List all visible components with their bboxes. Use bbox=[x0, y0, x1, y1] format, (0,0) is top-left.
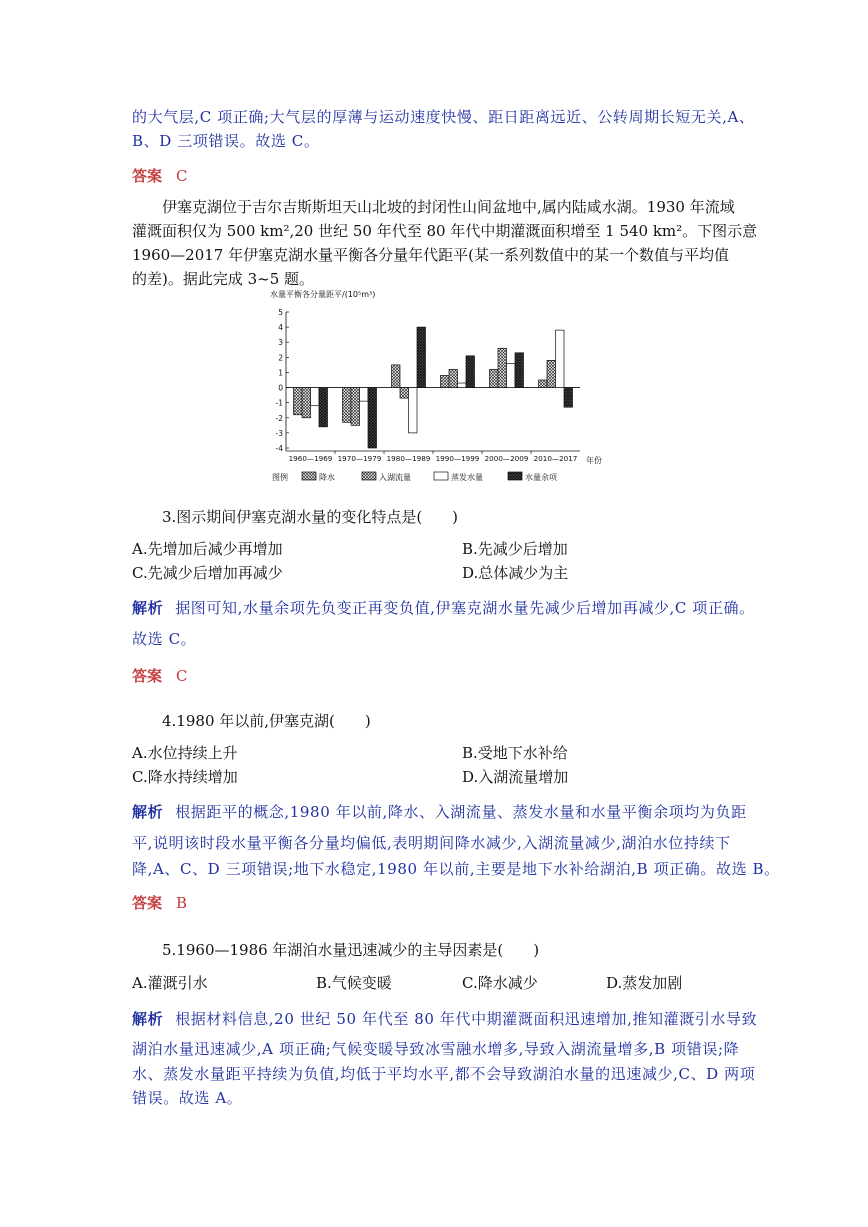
bar-4 bbox=[564, 388, 573, 408]
analysis-text: 错误。故选 A。 bbox=[132, 1089, 243, 1107]
option-b: B.气候变暖 bbox=[316, 974, 392, 992]
question-stem: 4.1980 年以前,伊塞克湖( ) bbox=[162, 712, 371, 730]
bar-4 bbox=[466, 356, 475, 388]
bar-2 bbox=[449, 369, 458, 387]
water-balance-chart bbox=[268, 285, 608, 490]
x-tick-label: 1980—1989 bbox=[386, 454, 431, 463]
y-tick-label: 2 bbox=[278, 353, 283, 363]
option-b: B.受地下水补给 bbox=[462, 744, 568, 762]
bar-2 bbox=[351, 388, 360, 426]
option-d: D.入湖流量增加 bbox=[462, 768, 569, 786]
passage-line: 灌溉面积仅为 500 km²,20 世纪 50 年代至 80 年代中期灌溉面积增至 1 540 km²。下图示意 bbox=[132, 222, 758, 240]
bar-4 bbox=[319, 388, 328, 427]
bar-3 bbox=[311, 388, 320, 406]
bar-2 bbox=[498, 348, 507, 387]
x-tick-label: 1960—1969 bbox=[288, 454, 333, 463]
bar-2 bbox=[302, 388, 311, 418]
legend-label: 降水 bbox=[319, 473, 335, 482]
answer-value: B bbox=[176, 894, 188, 912]
y-tick-label: -4 bbox=[275, 444, 283, 453]
chart-svg bbox=[268, 285, 608, 490]
analysis-text: 据图可知,水量余项先负变正再变负值,伊塞克湖水量先减少后增加再减少,C 项正确。 bbox=[175, 599, 755, 617]
explanation-line: 的大气层,C 项正确;大气层的厚薄与运动速度快慢、距日距离远近、公转周期长短无关,A、 bbox=[132, 108, 755, 126]
analysis-label: 解析 bbox=[132, 599, 164, 617]
option-c: C.降水持续增加 bbox=[132, 768, 238, 786]
legend-swatch bbox=[362, 472, 376, 480]
passage-line: 伊塞克湖位于吉尔吉斯斯坦天山北坡的封闭性山间盆地中,属内陆咸水湖。1930 年流域 bbox=[162, 198, 735, 216]
y-tick-label: 1 bbox=[278, 368, 283, 378]
bar-3 bbox=[507, 363, 516, 387]
legend-title: 图例 bbox=[272, 473, 288, 482]
answer-row bbox=[132, 665, 188, 687]
x-tick-label: 2010—2017 bbox=[533, 454, 578, 463]
passage-line: 的差)。据此完成 3~5 题。 bbox=[132, 270, 315, 288]
answer-row bbox=[132, 892, 187, 914]
answer-label: 答案 bbox=[132, 167, 163, 185]
option-d: D.蒸发加剧 bbox=[606, 974, 683, 992]
option-a: A.先增加后减少再增加 bbox=[132, 540, 283, 558]
bar-4 bbox=[368, 388, 377, 448]
bar-1 bbox=[490, 369, 499, 387]
explanation-line: B、D 三项错误。故选 C。 bbox=[132, 132, 320, 150]
chart-title: 水量平衡各分量距平/(10⁵m³) bbox=[270, 290, 376, 299]
analysis-label: 解析 bbox=[132, 803, 164, 821]
y-tick-label: 5 bbox=[278, 308, 283, 317]
bar-2 bbox=[547, 360, 556, 387]
bar-4 bbox=[515, 353, 524, 388]
analysis bbox=[132, 597, 755, 619]
bar-4 bbox=[417, 327, 426, 387]
x-tick-label: 1970—1979 bbox=[337, 454, 382, 463]
passage-line: 1960—2017 年伊塞克湖水量平衡各分量年代距平(某一系列数值中的某一个数值与平均值 bbox=[132, 246, 729, 264]
x-tick-label: 2000—2009 bbox=[484, 454, 529, 463]
option-d: D.总体减少为主 bbox=[462, 564, 569, 582]
legend-swatch bbox=[302, 472, 316, 480]
analysis-text: 湖泊水量迅速减少,A 项正确;气候变暖导致冰雪融水增多,导致入湖流量增多,B 项错误;降 bbox=[132, 1040, 740, 1058]
bar-1 bbox=[343, 388, 352, 423]
analysis-text: 降,A、C、D 三项错误;地下水稳定,1980 年以前,主要是地下水补给湖泊,B 项正确。故选 B。 bbox=[132, 860, 780, 878]
analysis-label: 解析 bbox=[132, 1010, 164, 1028]
analysis-text: 根据距平的概念,1980 年以前,降水、入湖流量、蒸发水量和水量平衡余项均为负距 bbox=[175, 803, 747, 821]
answer-value: C bbox=[176, 667, 188, 685]
bar-3 bbox=[360, 388, 369, 402]
x-unit-label: 年份 bbox=[586, 456, 602, 465]
bar-1 bbox=[294, 388, 303, 415]
legend-label: 水量余项 bbox=[525, 473, 557, 482]
answer-label: 答案 bbox=[132, 894, 163, 912]
question-stem: 5.1960—1986 年湖泊水量迅速减少的主导因素是( ) bbox=[162, 941, 540, 959]
option-c: C.先减少后增加再减少 bbox=[132, 564, 283, 582]
y-tick-label: -3 bbox=[275, 428, 283, 438]
option-b: B.先减少后增加 bbox=[462, 540, 568, 558]
answer-value: C bbox=[176, 167, 188, 185]
answer-label: 答案 bbox=[132, 667, 163, 685]
bar-2 bbox=[400, 388, 409, 399]
analysis bbox=[132, 1008, 757, 1030]
analysis-text: 故选 C。 bbox=[132, 630, 197, 648]
y-tick-label: -1 bbox=[275, 398, 283, 408]
bar-1 bbox=[441, 375, 450, 387]
y-tick-label: 0 bbox=[278, 383, 283, 393]
bar-1 bbox=[539, 380, 548, 388]
bar-3 bbox=[556, 330, 565, 387]
legend-swatch bbox=[434, 472, 448, 480]
answer-row bbox=[132, 165, 188, 187]
y-tick-label: 4 bbox=[278, 323, 283, 333]
analysis-text: 水、蒸发水量距平持续为负值,均低于平均水平,都不会导致湖泊水量的迅速减少,C、D 两项 bbox=[132, 1065, 756, 1083]
legend-label: 蒸发水量 bbox=[451, 473, 483, 482]
option-c: C.降水减少 bbox=[462, 974, 538, 992]
x-tick-label: 1990—1999 bbox=[435, 454, 480, 463]
y-tick-label: -2 bbox=[275, 413, 283, 423]
question-stem: 3.图示期间伊塞克湖水量的变化特点是( ) bbox=[162, 508, 459, 526]
option-a: A.灌溉引水 bbox=[132, 974, 208, 992]
legend-swatch bbox=[508, 472, 522, 480]
legend-label: 入湖流量 bbox=[379, 473, 411, 482]
analysis-text: 根据材料信息,20 世纪 50 年代至 80 年代中期灌溉面积迅速增加,推知灌溉引水导致 bbox=[175, 1010, 758, 1028]
bar-3 bbox=[458, 383, 467, 388]
y-tick-label: 3 bbox=[278, 338, 283, 348]
analysis bbox=[132, 801, 747, 823]
bar-1 bbox=[392, 365, 401, 388]
option-a: A.水位持续上升 bbox=[132, 744, 238, 762]
bar-3 bbox=[409, 388, 418, 433]
analysis-text: 平,说明该时段水量平衡各分量均偏低,表明期间降水减少,入湖流量减少,湖泊水位持续下 bbox=[132, 834, 731, 852]
